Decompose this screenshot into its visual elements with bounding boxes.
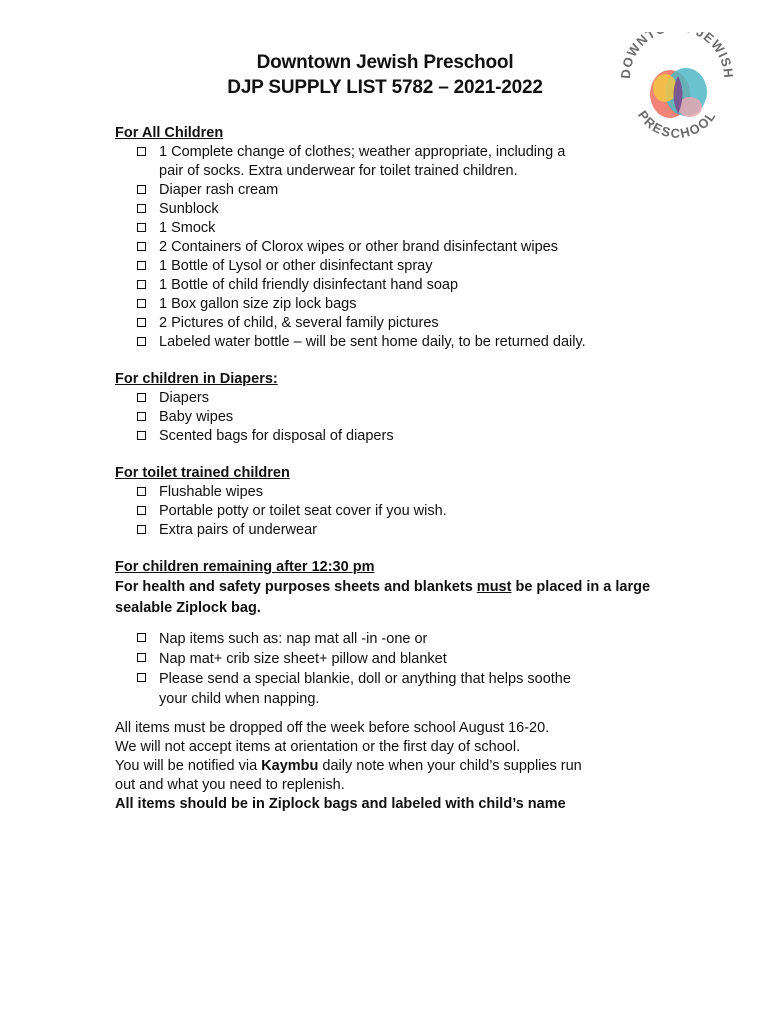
all-children-list	[115, 143, 675, 352]
checkbox-icon	[137, 299, 146, 308]
item-text: Labeled water bottle – will be sent home daily, to be returned daily.	[159, 334, 586, 350]
item-text: 1 Complete change of clothes; weather appropriate, including a	[159, 144, 566, 160]
item-text: Diapers	[159, 390, 209, 406]
checkbox-icon	[137, 204, 146, 213]
note-line: We will not accept items at orientation or the first day of school.	[115, 739, 521, 755]
list-item	[137, 427, 675, 446]
item-text: Flushable wipes	[159, 484, 263, 500]
checkbox-icon	[137, 337, 146, 346]
item-text: Please send a special blankie, doll or anything that helps soothe	[159, 671, 571, 687]
ziplock-instruction	[115, 577, 675, 619]
list-item	[137, 333, 675, 352]
diapers-list	[115, 389, 675, 446]
checkbox-icon	[137, 242, 146, 251]
section-heading: For children in Diapers:	[115, 371, 278, 387]
diapers-section	[115, 370, 675, 446]
page-subtitle: DJP SUPPLY LIST 5782 – 2021-2022	[227, 77, 543, 98]
item-text: Extra pairs of underwear	[159, 522, 317, 538]
all-children-section	[115, 124, 675, 352]
checkbox-icon	[137, 487, 146, 496]
note-line	[115, 757, 675, 776]
spacer	[115, 619, 675, 629]
list-item	[137, 200, 675, 219]
page-title: Downtown Jewish Preschool	[256, 52, 514, 73]
list-item	[137, 219, 675, 238]
item-text: 1 Bottle of child friendly disinfectant hand soap	[159, 277, 459, 293]
checkbox-icon	[137, 318, 146, 327]
checkbox-icon	[137, 185, 146, 194]
kaymbu-name: Kaymbu	[261, 758, 319, 774]
nap-items-list	[115, 629, 675, 709]
note-line: out and what you need to replenish.	[115, 777, 345, 793]
note-line: All items must be dropped off the week before school August 16-20.	[115, 720, 550, 736]
item-text: 1 Box gallon size zip lock bags	[159, 296, 357, 312]
item-text-continued: pair of socks. Extra underwear for toilet trained children.	[159, 163, 518, 179]
section-heading: For toilet trained children	[115, 465, 290, 481]
checkbox-icon	[137, 673, 146, 682]
checkbox-icon	[137, 393, 146, 402]
list-item	[137, 295, 675, 314]
list-item	[137, 521, 675, 540]
list-item	[137, 502, 675, 521]
toilet-trained-section	[115, 464, 675, 540]
spacer	[115, 709, 675, 719]
checkbox-icon	[137, 412, 146, 421]
item-text: Scented bags for disposal of diapers	[159, 428, 394, 444]
item-text: 1 Bottle of Lysol or other disinfectant spray	[159, 258, 433, 274]
list-item	[137, 181, 675, 200]
list-item	[137, 483, 675, 502]
note-text: You will be notified via	[115, 758, 262, 774]
item-text: Baby wipes	[159, 409, 234, 425]
list-item	[137, 669, 675, 709]
section-heading: For children remaining after 12:30 pm	[115, 559, 375, 575]
instruction-emphasis: must	[476, 579, 512, 595]
list-item	[137, 389, 675, 408]
drop-off-notes	[115, 719, 675, 814]
section-heading: For All Children	[115, 125, 224, 141]
item-text-continued: your child when napping.	[159, 691, 320, 707]
logo-text-bottom: PRESCHOOL	[634, 107, 720, 141]
list-item	[137, 408, 675, 427]
toilet-trained-list	[115, 483, 675, 540]
checkbox-icon	[137, 525, 146, 534]
checkbox-icon	[137, 147, 146, 156]
labeling-note: All items should be in Ziplock bags and labeled with child’s name	[115, 796, 566, 812]
checkbox-icon	[137, 633, 146, 642]
item-text: 1 Smock	[159, 220, 216, 236]
item-text: Diaper rash cream	[159, 182, 279, 198]
checkbox-icon	[137, 261, 146, 270]
checkbox-icon	[137, 653, 146, 662]
spacer	[115, 352, 675, 370]
item-text: 2 Pictures of child, & several family pictures	[159, 315, 439, 331]
item-text: Sunblock	[159, 201, 219, 217]
item-text: Portable potty or toilet seat cover if you wish.	[159, 503, 447, 519]
list-item	[137, 257, 675, 276]
checkbox-icon	[137, 506, 146, 515]
item-text: Nap items such as: nap mat all -in -one or	[159, 631, 428, 647]
list-item	[137, 629, 675, 649]
item-text: Nap mat+ crib size sheet+ pillow and blanket	[159, 651, 447, 667]
list-item	[137, 238, 675, 257]
list-item	[137, 143, 675, 181]
list-item	[137, 314, 675, 333]
list-item	[137, 649, 675, 669]
checkbox-icon	[137, 280, 146, 289]
checkbox-icon	[137, 431, 146, 440]
after-1230-section	[115, 558, 675, 709]
logo-text-top: DOWNT JEWISH	[618, 32, 736, 80]
supply-list-content	[115, 124, 675, 814]
instruction-text-end: be placed in a large sealable Ziplock bag.	[115, 579, 651, 616]
item-text: 2 Containers of Clorox wipes or other brand disinfectant wipes	[159, 239, 558, 255]
note-text-end: daily note when your child’s supplies run	[318, 758, 582, 774]
instruction-text: For health and safety purposes sheets and blankets	[115, 579, 477, 595]
checkbox-icon	[137, 223, 146, 232]
spacer	[115, 446, 675, 464]
list-item	[137, 276, 675, 295]
spacer	[115, 540, 675, 558]
